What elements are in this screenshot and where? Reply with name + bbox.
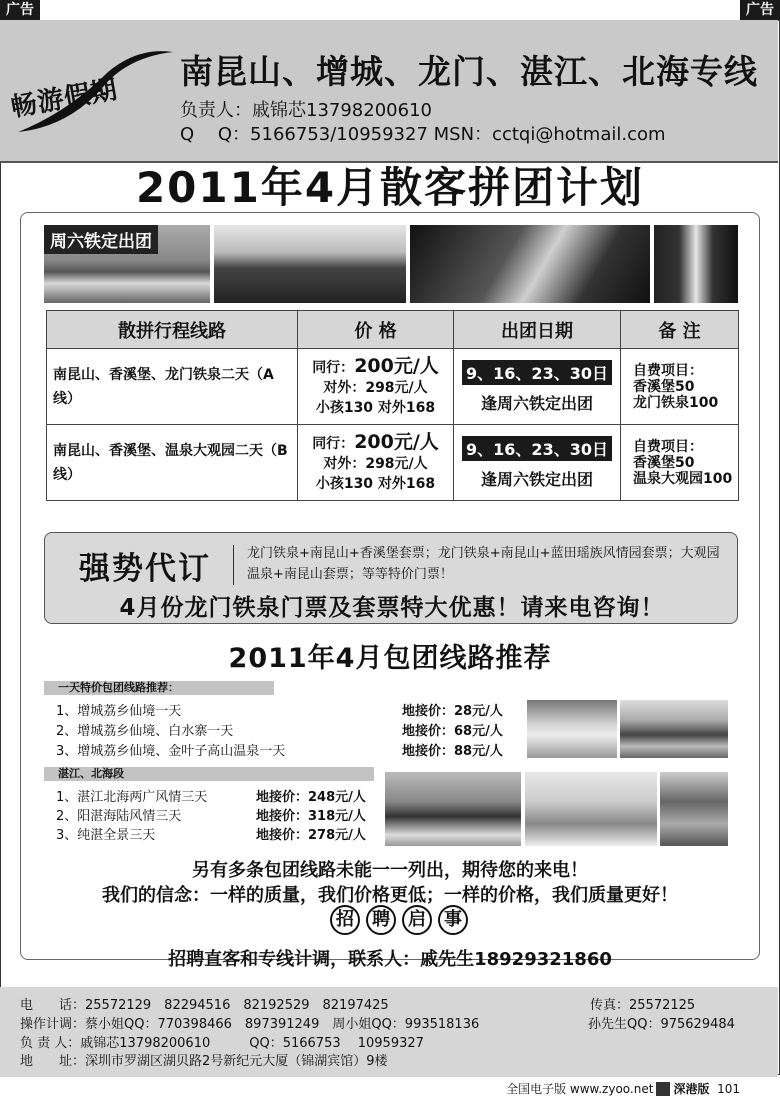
note-item: 香溪堡50	[633, 378, 695, 395]
price-child: 小孩130 对外168	[315, 399, 436, 416]
note-item: 龙门铁泉100	[633, 394, 719, 411]
price-cell	[298, 425, 454, 501]
booking-title: 强势代订	[79, 551, 211, 587]
note-title: 自费项目：	[633, 362, 703, 379]
table-row	[47, 349, 739, 425]
note-cell	[621, 425, 739, 501]
list-item: 3、增城荔乡仙境、金叶子高山温泉一天	[56, 744, 286, 759]
route-cell: 南昆山、香溪堡、龙门铁泉二天（A线）	[47, 349, 298, 425]
photo-tag: 周六铁定出团	[44, 225, 158, 254]
photo-beach	[525, 772, 657, 846]
note-title: 自费项目：	[633, 438, 703, 455]
list-item-price: 地接价：278元/人	[256, 828, 366, 843]
emblem-icon	[656, 1082, 670, 1096]
date-note: 逢周六铁定出团	[480, 469, 593, 489]
photo-pool	[620, 700, 728, 758]
list-item: 3、纯湛全景三天	[56, 828, 156, 843]
list-item: 2、阳湛海陆风情三天	[56, 809, 182, 824]
list-item-price: 地接价：28元/人	[402, 704, 503, 719]
date-cell	[454, 425, 621, 501]
date-note: 逢周六铁定出团	[480, 393, 593, 413]
ad-label-right: 广告	[740, 0, 780, 20]
col-header-note: 备 注	[621, 311, 739, 349]
header-qq: Q Q：5166753/10959327 MSN：cctqi@hotmail.com	[180, 124, 666, 145]
list-item-price: 地接价：88元/人	[402, 744, 503, 759]
table-row	[47, 425, 739, 501]
list-item: 1、湛江北海两广风情三天	[56, 790, 208, 805]
recruit-char: 聘	[366, 905, 396, 935]
date-badge: 9、16、23、30日	[462, 436, 612, 461]
recruit-char: 招	[330, 905, 360, 935]
logo-text: 畅游假期	[8, 74, 121, 124]
booking-divider	[233, 545, 234, 585]
page-footer	[506, 1080, 740, 1097]
recruit-line: 招聘直客和专线计调，联系人：戚先生18929321860	[168, 949, 612, 970]
note-cell	[621, 349, 739, 425]
photo-palm-beach	[385, 772, 521, 846]
header-banner	[0, 20, 778, 163]
price-peer: 200元/人	[354, 430, 439, 453]
note-item: 香溪堡50	[633, 454, 695, 471]
footer-address: 地 址：深圳市罗湖区湖贝路2号新纪元大厦（锦湖宾馆）9楼	[20, 1054, 388, 1069]
price-cell	[298, 349, 454, 425]
list-item-price: 地接价：318元/人	[256, 809, 366, 824]
col-header-route: 散拼行程线路	[47, 311, 298, 349]
price-child: 小孩130 对外168	[315, 475, 436, 492]
footer-ops-right: 孙先生QQ：975629484	[588, 1017, 735, 1032]
booking-offer: 4月份龙门铁泉门票及套票特大优惠！请来电咨询！	[119, 595, 665, 621]
price-public: 对外：298元/人	[323, 455, 428, 472]
footer-ops: 操作计调：蔡小姐QQ：770398466 897391249 周小姐QQ：993518136	[20, 1017, 480, 1032]
footer-phone: 电 话：25572129 82294516 82192529 82197425	[20, 998, 389, 1013]
photo-strip	[44, 225, 738, 303]
footer-fax: 传真：25572125	[590, 998, 696, 1013]
photo-waterfall	[654, 225, 738, 303]
header-title: 南昆山、增城、龙门、湛江、北海专线	[180, 52, 758, 91]
col-header-price: 价 格	[298, 311, 454, 349]
date-badge: 9、16、23、30日	[462, 360, 612, 385]
edition-text: 全国电子版 www.zyoo.net	[506, 1082, 654, 1096]
group-tour-title: 2011年4月包团线路推荐	[228, 643, 552, 674]
price-peer-label: 同行：	[312, 359, 355, 376]
closing-line-2: 我们的信念：一样的质量，我们价格更低；一样的价格，我们质量更好！	[102, 885, 678, 906]
section-label-zhanjiang: 湛江、北海段	[44, 767, 374, 781]
price-public: 对外：298元/人	[323, 379, 428, 396]
recruit-char: 启	[402, 905, 432, 935]
price-peer: 200元/人	[354, 354, 439, 377]
recruit-char: 事	[438, 905, 468, 935]
photo-mountains	[214, 225, 406, 303]
list-item-price: 地接价：68元/人	[402, 724, 503, 739]
note-item: 温泉大观园100	[633, 470, 733, 487]
main-title: 2011年4月散客拼团计划	[135, 163, 645, 212]
recruit-heading	[330, 905, 472, 935]
date-cell	[454, 349, 621, 425]
region-text: 深港版	[673, 1082, 710, 1096]
list-item: 1、增城荔乡仙境一天	[56, 704, 182, 719]
route-cell: 南昆山、香溪堡、温泉大观园二天（B线）	[47, 425, 298, 501]
photo-stream	[410, 225, 650, 303]
closing-line-1: 另有多条包团线路未能一一列出，期待您的来电！	[192, 860, 588, 881]
section-label-one-day: 一天特价包团线路推荐：	[44, 681, 274, 695]
ad-label-left: 广告	[0, 0, 40, 20]
booking-text: 龙门铁泉+南昆山+香溪堡套票；龙门铁泉+南昆山+蓝田瑶族风情园套票；大观园温泉+南昆山套票；等等特价门票！	[247, 546, 720, 582]
price-peer-label: 同行：	[312, 435, 355, 452]
header-contact: 负责人：戚锦芯13798200610	[180, 100, 432, 121]
list-item: 2、增城荔乡仙境、白水寨一天	[56, 724, 234, 739]
list-item-price: 地接价：248元/人	[256, 790, 366, 805]
page-number: 101	[717, 1082, 740, 1096]
col-header-date: 出团日期	[454, 311, 621, 349]
footer-manager: 负 责 人：戚锦芯13798200610 QQ：5166753 10959327	[20, 1036, 424, 1051]
photo-lighthouse	[660, 772, 728, 846]
photo-hot-spring	[527, 700, 617, 758]
schedule-table	[46, 310, 739, 501]
booking-box	[44, 532, 738, 624]
